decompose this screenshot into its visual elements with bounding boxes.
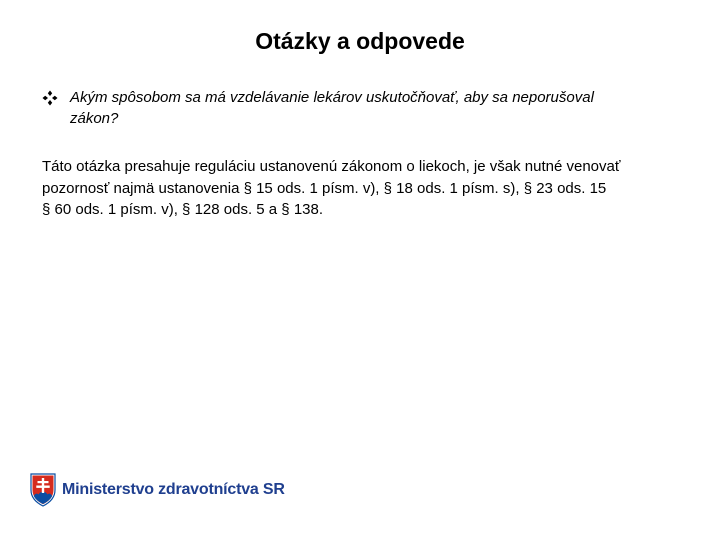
slide-title: Otázky a odpovede: [255, 28, 465, 54]
diamond-bullet-icon: [42, 90, 58, 106]
answer-paragraph: [42, 156, 682, 221]
answer-line-1: Táto otázka presahuje reguláciu ustanovenú zákonom o liekoch, je však nutné venovať: [42, 158, 621, 175]
question-text: [70, 87, 682, 129]
question-line-2: zákon?: [70, 110, 119, 127]
answer-line-3: § 60 ods. 1 písm. v), § 128 ods. 5 a § 138.: [42, 201, 324, 218]
slovak-coat-of-arms-icon: [30, 473, 56, 507]
ministry-name: Ministerstvo zdravotníctva SR: [62, 481, 285, 498]
ministry-logo: [30, 472, 285, 508]
answer-line-2: pozornosť najmä ustanovenia § 15 ods. 1 písm. v), § 18 ods. 1 písm. s), § 23 ods. 15: [42, 179, 607, 197]
question-bullet-item: [42, 87, 682, 129]
question-line-1: Akým spôsobom sa má vzdelávanie lekárov uskutočňovať, aby sa neporušoval: [70, 89, 594, 106]
